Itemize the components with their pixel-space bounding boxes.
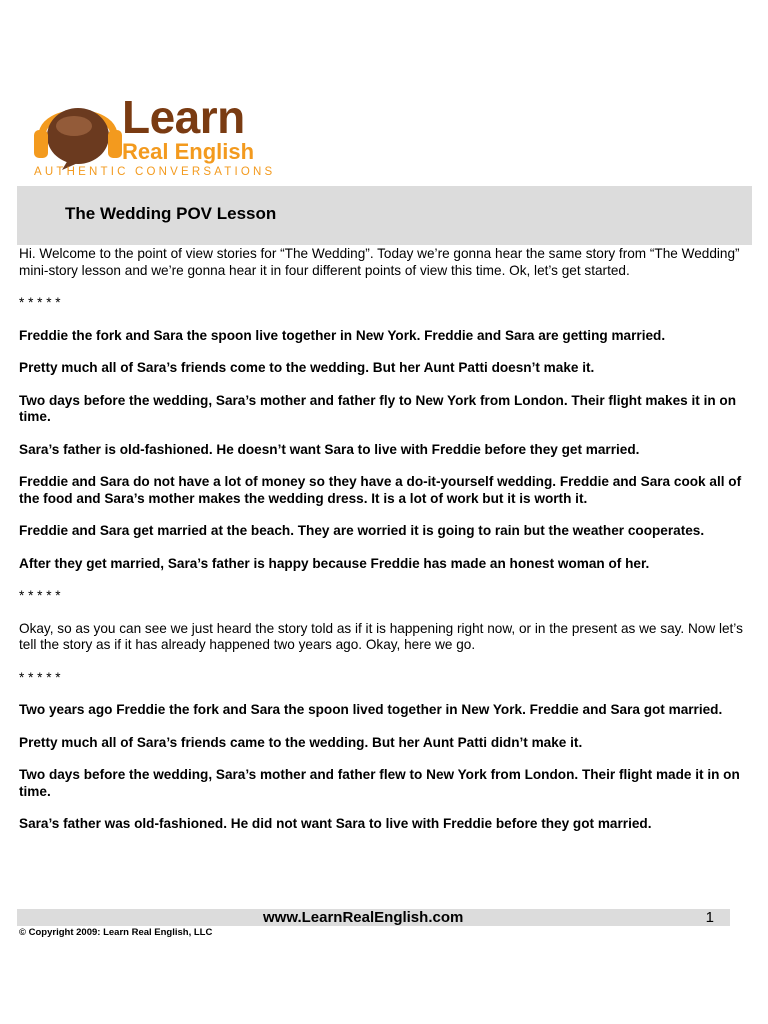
document-body bbox=[19, 246, 751, 833]
paragraph: Pretty much all of Sara’s friends come to the wedding. But her Aunt Patti doesn’t make it. bbox=[19, 360, 595, 375]
paragraph-spacer bbox=[19, 344, 751, 360]
paragraph: Two days before the wedding, Sara’s mother and father flew to New York from London. Their flight made it in on time. bbox=[19, 767, 740, 799]
paragraph-spacer bbox=[19, 686, 751, 702]
paragraph-spacer bbox=[19, 719, 751, 735]
paragraph-spacer bbox=[19, 279, 751, 295]
paragraph-spacer bbox=[19, 507, 751, 523]
paragraph-spacer bbox=[19, 377, 751, 393]
footer-bar bbox=[17, 909, 730, 926]
paragraph: Two years ago Freddie the fork and Sara the spoon lived together in New York. Freddie and Sara got married. bbox=[19, 702, 723, 717]
logo-tagline: AUTHENTIC CONVERSATIONS bbox=[34, 166, 276, 178]
paragraph: Sara’s father is old-fashioned. He doesn’t want Sara to live with Freddie before they get married. bbox=[19, 441, 640, 457]
paragraph: Okay, so as you can see we just heard the story told as if it is happening right now, or in the present as we say. Now let’s tell the story as if it has already happened two years ago. Okay, here we go. bbox=[19, 620, 743, 652]
paragraph: Pretty much all of Sara’s friends came to the wedding. But her Aunt Patti didn’t make it. bbox=[19, 734, 583, 750]
logo bbox=[18, 88, 288, 186]
copyright-notice: © Copyright 2009: Learn Real English, LLC bbox=[19, 927, 213, 938]
paragraph: After they get married, Sara’s father is happy because Freddie has made an honest woman of her. bbox=[19, 555, 650, 571]
section-divider: * * * * * bbox=[19, 669, 61, 685]
headphones-speech-bubble-icon bbox=[28, 90, 128, 170]
paragraph-spacer bbox=[19, 426, 751, 442]
paragraph-spacer bbox=[19, 540, 751, 556]
logo-word: Learn bbox=[122, 91, 245, 143]
footer-url: www.LearnRealEnglish.com bbox=[263, 909, 464, 926]
paragraph: Hi. Welcome to the point of view stories for “The Wedding”. Today we’re gonna hear the same story from “The Wedding” mini-story lesson and we’re gonna hear it in four different points of view this time. Ok, let’s get started. bbox=[19, 246, 740, 278]
paragraph: Two days before the wedding, Sara’s mother and father fly to New York from London. Their flight makes it in on time. bbox=[19, 392, 737, 424]
paragraph: Freddie and Sara get married at the beach. They are worried it is going to rain but the weather cooperates. bbox=[19, 523, 705, 538]
paragraph-spacer bbox=[19, 572, 751, 588]
section-divider: * * * * * bbox=[19, 295, 61, 310]
section-divider: * * * * * bbox=[19, 588, 61, 603]
paragraph: Sara’s father was old-fashioned. He did not want Sara to live with Freddie before they got married. bbox=[19, 816, 652, 831]
paragraph: Freddie the fork and Sara the spoon live together in New York. Freddie and Sara are getting married. bbox=[19, 327, 666, 343]
paragraph-spacer bbox=[19, 605, 751, 621]
page-number: 1 bbox=[705, 909, 714, 926]
paragraph-spacer bbox=[19, 800, 751, 816]
paragraph-spacer bbox=[19, 654, 751, 670]
logo-subtitle: Real English bbox=[122, 139, 255, 164]
title-bar bbox=[17, 186, 752, 245]
paragraph-spacer bbox=[19, 458, 751, 474]
paragraph: Freddie and Sara do not have a lot of money so they have a do-it-yourself wedding. Freddie and Sara cook all of the food and Sara’s mother makes the wedding dress. It is a lot of work but it is worth it. bbox=[19, 474, 742, 506]
page-title: The Wedding POV Lesson bbox=[65, 204, 277, 223]
paragraph-spacer bbox=[19, 751, 751, 767]
paragraph-spacer bbox=[19, 312, 751, 328]
